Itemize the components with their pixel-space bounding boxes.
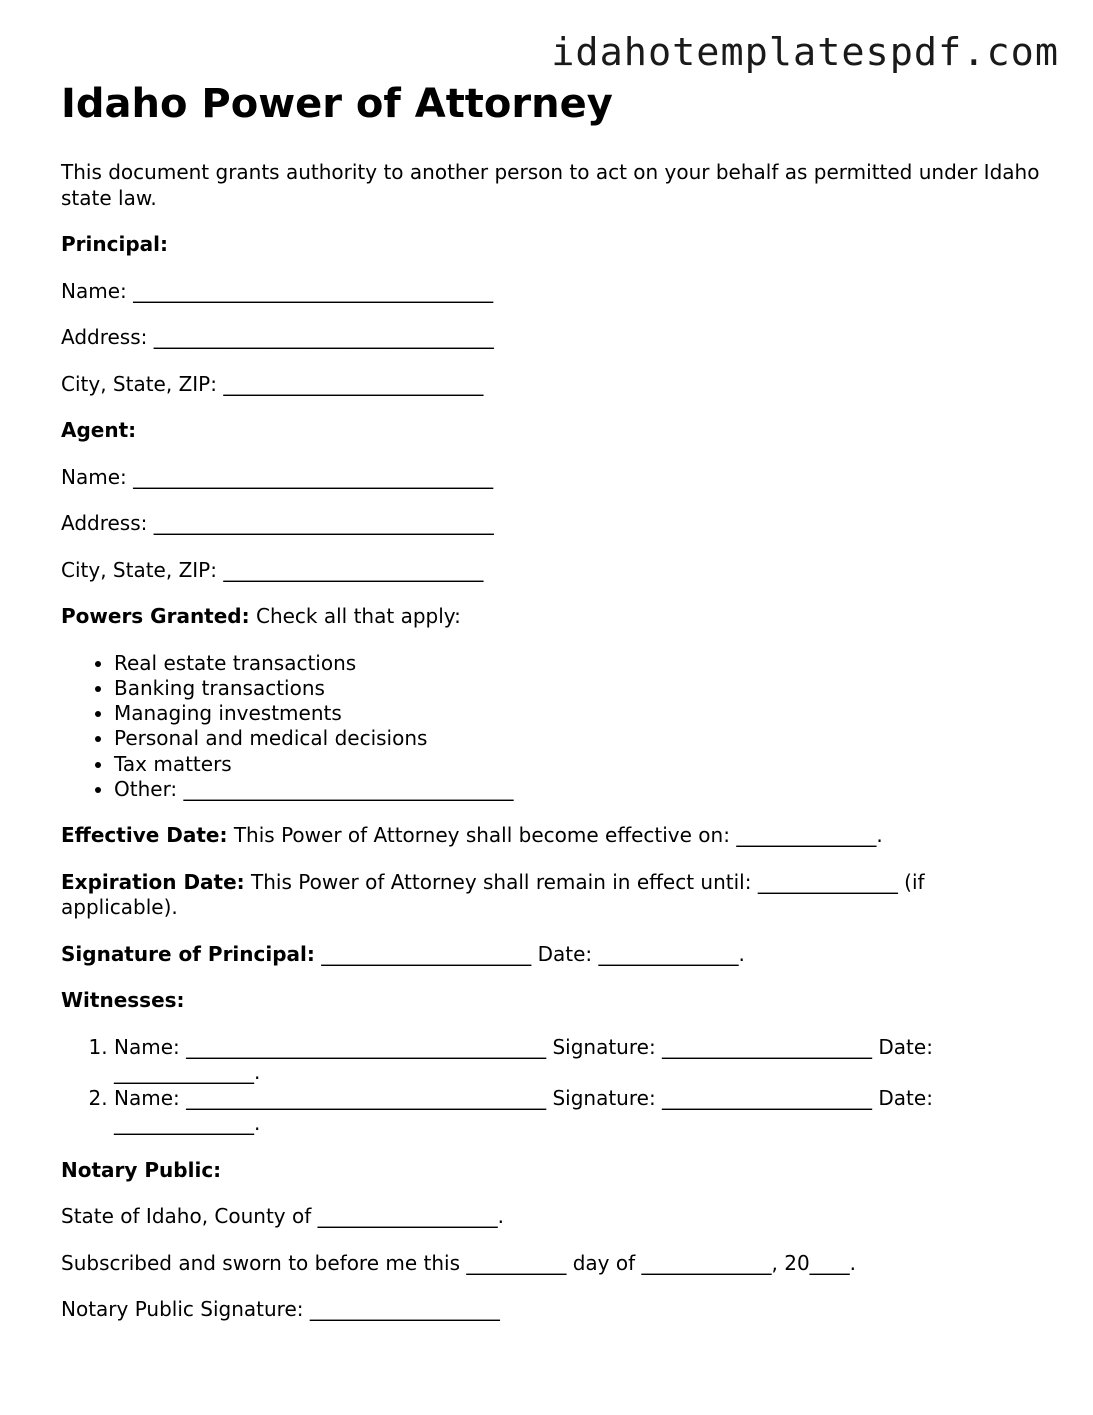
principal-heading: Principal: [61, 232, 168, 256]
principal-name-field[interactable]: Name: ____________________________________ [61, 278, 494, 303]
effective-date-label: Effective Date: [61, 823, 228, 848]
power-item-other[interactable]: • Other: _________________________________ [114, 777, 1041, 802]
power-item-tax[interactable]: • Tax matters [114, 752, 1041, 777]
principal-address-field[interactable]: Address: __________________________________ [61, 325, 494, 349]
expiration-date-label: Expiration Date: [61, 869, 245, 894]
notary-heading: Notary Public: [61, 1157, 222, 1182]
page-title: Idaho Power of Attorney [61, 81, 613, 127]
powers-list [61, 651, 1041, 803]
powers-granted-label: Powers Granted: [61, 604, 250, 628]
powers-granted-line [61, 604, 1041, 630]
agent-name-field[interactable]: Name: ____________________________________ [61, 464, 494, 489]
watermark: idahotemplatespdf.com [551, 30, 1059, 75]
witnesses-heading: Witnesses: [61, 988, 185, 1013]
notary-county-field[interactable]: State of Idaho, County of __________________. [61, 1204, 504, 1229]
principal-signature-line[interactable] [61, 942, 1041, 968]
power-item-real-estate[interactable]: • Real estate transactions [114, 651, 1041, 676]
expiration-date-line[interactable] [61, 870, 1041, 921]
effective-date-line[interactable] [61, 823, 1041, 849]
notary-signature-field[interactable]: Notary Public Signature: ___________________ [61, 1297, 500, 1322]
notary-sworn-field[interactable]: Subscribed and sworn to before me this __________ day of _____________, 20____. [61, 1250, 857, 1275]
principal-city-field[interactable]: City, State, ZIP: __________________________ [61, 371, 484, 396]
intro-text: This document grants authority to another person to act on your behalf as permitted under Idaho state law. [61, 160, 1040, 210]
power-item-personal-medical[interactable]: • Personal and medical decisions [114, 726, 1041, 751]
powers-granted-instruction: Check all that apply: [249, 604, 461, 628]
power-item-banking[interactable]: • Banking transactions [114, 676, 1041, 701]
expiration-date-text: This Power of Attorney shall remain in effect until: ______________ (if applicable). [61, 869, 925, 920]
witness-item-2[interactable]: 2. Name: ____________________________________ Signature: _____________________ Date: ______________. [114, 1086, 1029, 1137]
witness-item-1[interactable]: 1. Name: ____________________________________ Signature: _____________________ Date: ______________. [114, 1035, 1029, 1086]
principal-signature-label: Signature of Principal: [61, 941, 315, 966]
effective-date-text: This Power of Attorney shall become effective on: ______________. [227, 823, 883, 848]
document-page [61, 82, 1041, 1323]
power-item-investments[interactable]: • Managing investments [114, 701, 1041, 726]
principal-signature-text: _____________________ Date: ______________. [314, 941, 745, 966]
agent-city-field[interactable]: City, State, ZIP: __________________________ [61, 557, 484, 582]
agent-address-field[interactable]: Address: __________________________________ [61, 511, 494, 535]
agent-heading: Agent: [61, 418, 137, 442]
witnesses-list [61, 1035, 1029, 1137]
